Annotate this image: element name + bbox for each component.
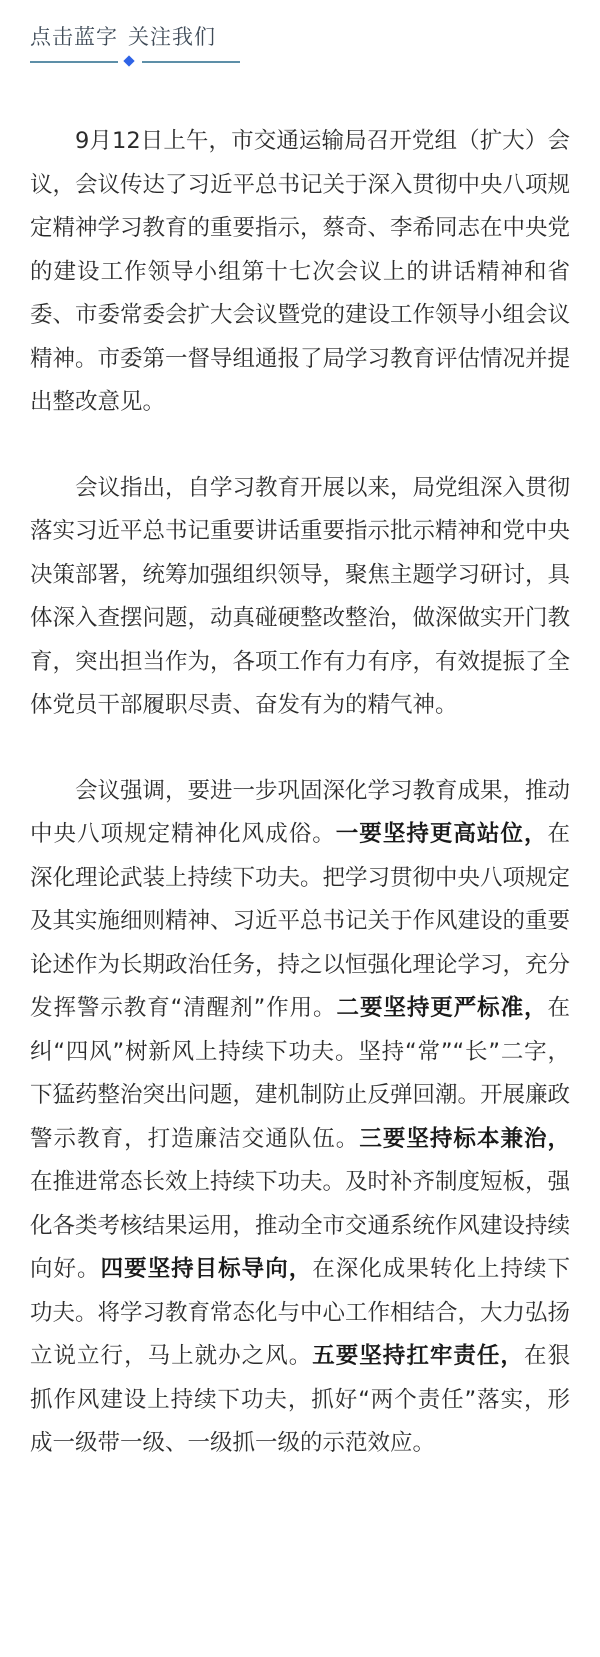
requirement-2-body: 在纠“四风”树新风上持续下功夫。坚持“常”“长”二字，下猛药整治突出问题，建机制防止反弹回潮。开展廉政警示教育，打造廉洁交通队伍。 [30, 995, 571, 1152]
paragraph-meeting-summary: 9月12日上午，市交通运输局召开党组（扩大）会议，会议传达了习近平总书记关于深入贯彻中央八项规定精神学习教育的重要指示，蔡奇、李希同志在中央党的建设工作领导小组第十七次会议上的讲话精神和省委、市委常委会扩大会议暨党的建设工作领导小组会议精神。市委第一督导组通报了局学习教育评估情况并提出整改意见。 [30, 128, 571, 415]
requirement-1-body: 在深化理论武装上持续下功夫。把学习贯彻中央八项规定及其实施细则精神、习近平总书记关于作风建设的重要论述作为长期政治任务，持之以恒强化理论学习，充分发挥警示教育“清醒剂”作用。 [30, 821, 571, 1021]
requirement-5-body: 在狠抓作风建设上持续下功夫，抓好“两个责任”落实，形成一级带一级、一级抓一级的示范效应。 [30, 1343, 570, 1456]
header-divider [30, 56, 240, 68]
article-body [30, 120, 570, 1466]
diamond-icon [123, 55, 134, 66]
follow-prompt[interactable] [30, 22, 250, 52]
requirement-1-title: 一要坚持更高站位， [335, 821, 548, 847]
paragraph-meeting-requirements [30, 770, 570, 1466]
follow-prompt-part2: 关注我们 [128, 25, 216, 49]
divider-line-left [30, 61, 118, 63]
requirement-3-body: 在推进常态长效上持续下功夫。及时补齐制度短板，强化各类考核结果运用，推动全市交通系统作风建设持续向好。 [30, 1169, 571, 1282]
follow-header[interactable] [30, 22, 250, 68]
divider-line-right [142, 61, 240, 63]
requirements-intro: 会议强调，要进一步巩固深化学习教育成果，推动中央八项规定精神化风成俗。 [30, 777, 571, 847]
requirement-3-title: 三要坚持标本兼治， [359, 1125, 570, 1152]
requirement-5-title: 五要坚持扛牢责任， [312, 1343, 524, 1369]
requirement-4-title: 四要坚持目标导向， [100, 1256, 313, 1282]
requirement-4-body: 在深化成果转化上持续下功夫。将学习教育常态化与中心工作相结合，大力弘扬立说立行，马上就办之风。 [30, 1256, 571, 1369]
requirement-2-title: 二要坚持更严标准， [336, 995, 548, 1021]
paragraph-meeting-findings: 会议指出，自学习教育开展以来，局党组深入贯彻落实习近平总书记重要讲话重要指示批示精神和党中央决策部署，统筹加强组织领导，聚焦主题学习研讨，具体深入查摆问题，动真碰硬整改整治，做深做实开门教育，突出担当作为，各项工作有力有序，有效提振了全体党员干部履职尽责、奋发有为的精气神。 [30, 474, 571, 718]
follow-prompt-part1: 点击蓝字 [30, 25, 118, 49]
